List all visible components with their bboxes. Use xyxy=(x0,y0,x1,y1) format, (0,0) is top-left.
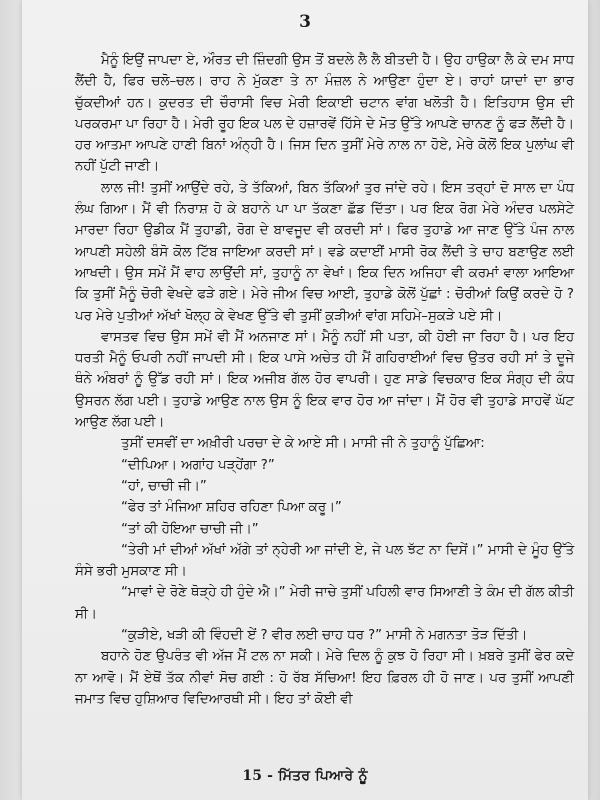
dialog-line-2: “ਹਾਂ, ਚਾਚੀ ਜੀ।” xyxy=(121,478,207,494)
dialog-line-4: “ਤਾਂ ਕੀ ਹੋਇਆ ਚਾਚੀ ਜੀ।” xyxy=(121,521,259,537)
footer-separator: - xyxy=(267,768,279,784)
dialog-line-1: “ਦੀਪਿਆ। ਅਗਾਂਹ ਪੜ੍ਹੇਂਗਾ ?” xyxy=(121,457,275,473)
dialog-line-3: “ਫੇਰ ਤਾਂ ਮੰਜਿਆ ਸ਼ਹਿਰ ਰਹਿਣਾ ਪਿਆ ਕਰੂ।” xyxy=(121,500,342,516)
body-text xyxy=(75,50,574,710)
paragraph-5: “ਤੇਰੀ ਮਾਂ ਦੀਆਂ ਅੱਖਾਂ ਅੱਗੇ ਤਾਂ ਨ੍ਹੇਰੀ ਆ ਜਾਂਦੀ ਏ, ਜੇ ਪਲ ਝੱਟ ਨਾ ਦਿਸੇਂ।” ਮਾਸੀ ਦੇ ਮੂੰਹ ਉੱਤੇ ਸੰਸੇ ਭਰੀ ਮੁਸਕਾਣ ਸੀ। xyxy=(75,542,574,580)
footer-book-title: ਮਿੱਤਰ ਪਿਆਰੇ ਨੂੰ xyxy=(278,768,368,784)
paragraph-8: ਬਹਾਨੇ ਹੋਣ ਉਪਰੰਤ ਵੀ ਅੱਜ ਮੈਂ ਟਲ ਨਾ ਸਕੀ। ਮੇਰੇ ਦਿਲ ਨੂੰ ਕੁਝ ਹੋ ਰਿਹਾ ਸੀ। ਖ਼ਬਰੇ ਤੁਸੀਂ ਫੇਰ ਕਦੇ ਨਾ ਆਵੋ। ਮੈਂ ਏਥੋਂ ਤੱਕ ਨੀਵਾਂ ਸੋਚ ਗਈ : ਹੋ ਰੱਬ ਸੱਚਿਆ! ਇਹ ਫ਼ਿਰਲ ਹੀ ਹੋ ਜਾਣ। ਪਰ ਤੁਸੀਂ ਆਪਣੀ ਜਮਾਤ ਵਿਚ ਹੁਸ਼ਿਆਰ ਵਿਦਿਆਰਥੀ ਸੀ। ਇਹ ਤਾਂ ਕੋਈ ਵੀ xyxy=(75,649,574,707)
paragraph-6: “ਮਾਵਾਂ ਦੇ ਰੋਣੇ ਥੋੜ੍ਹੇ ਹੀ ਹੁੰਦੇ ਐ।” ਮੇਰੀ ਜਾਚੇ ਤੁਸੀਂ ਪਹਿਲੀ ਵਾਰ ਸਿਆਣੀ ਤੇ ਕੰਮ ਦੀ ਗੱਲ ਕੀਤੀ ਸੀ। xyxy=(75,585,574,622)
book-page xyxy=(22,0,588,800)
footer-page-number: 15 xyxy=(242,768,263,784)
paragraph-7: “ਕੁੜੀਏ, ਖੜੀ ਕੀ ਵਿੰਹਦੀ ਏਂ ? ਵੀਰ ਲਈ ਚਾਹ ਧਰ ?” ਮਾਸੀ ਨੇ ਮਗਨਤਾ ਤੋੜ ਦਿੱਤੀ। xyxy=(121,628,528,644)
paragraph-2: ਲਾਲ ਜੀ! ਤੁਸੀਂ ਆਉਂਦੇ ਰਹੇ, ਤੇ ਤੱਕਿਆਂ, ਬਿਨ ਤੱਕਿਆਂ ਤੁਰ ਜਾਂਦੇ ਰਹੇ। ਇਸ ਤਰ੍ਹਾਂ ਦੋ ਸਾਲ ਦਾ ਪੰਧ ਲੰਘ ਗਿਆ। ਮੈਂ ਵੀ ਨਿਰਾਸ਼ ਹੋ ਕੇ ਬਹਾਨੇ ਪਾ ਪਾ ਤੱਕਣਾ ਛੱਡ ਦਿੱਤਾ। ਪਰ ਇਕ ਰੋਗ ਮੇਰੇ ਅੰਦਰ ਪਲਸੇਟੇ ਮਾਰਦਾ ਰਿਹਾ ਉਡੀਕ ਮੈਂ ਤੁਹਾਡੀ, ਰੋਗ ਦੇ ਬਾਵਜੂਦ ਵੀ ਕਰਦੀ ਸਾਂ। ਫਿਰ ਤੁਹਾਡੇ ਆ ਜਾਣ ਉੱਤੇ ਪੰਜ ਨਾਲ ਆਪਣੀ ਸਹੇਲੀ ਬੰਸੋ ਕੋਲ ਟਿੱਬ ਜਾਇਆ ਕਰਦੀ ਸਾਂ। ਵਡੇ ਕਦਾਈਂ ਮਾਸੀ ਰੋਕ ਲੈਂਦੀ ਤੇ ਚਾਹ ਬਣਾਉਣ ਲਈ ਆਖਦੀ। ਉਸ ਸਮੇਂ ਮੈਂ ਵਾਹ ਲਾਉਂਦੀ ਸਾਂ, ਤੁਹਾਨੂੰ ਨਾ ਵੇਖਾਂ। ਇਕ ਦਿਨ ਅਜਿਹਾ ਵੀ ਕਰਮਾਂ ਵਾਲਾ ਆਇਆ ਕਿ ਤੁਸੀਂ ਮੈਨੂੰ ਚੋਰੀ ਵੇਖਦੇ ਫੜੇ ਗਏ। ਮੇਰੇ ਜੀਅ ਵਿਚ ਆਈ, ਤੁਹਾਡੇ ਕੋਲੋਂ ਪੁੱਛਾਂ : ਚੋਰੀਆਂ ਕਿਉਂ ਕਰਦੇ ਹੋ ? ਪਰ ਮੇਰੇ ਪੁਤੀਆਂ ਅੱਖਾਂ ਖੋਲ੍ਹ ਕੇ ਵੇਖਣ ਉੱਤੇ ਵੀ ਤੁਸੀਂ ਕੁੜੀਆਂ ਵਾਂਗ ਸਹਿਮੇ–ਸੁਕੜੇ ਪਏ ਸੀ। xyxy=(75,180,574,324)
paragraph-3: ਵਾਸਤਵ ਵਿਚ ਉਸ ਸਮੇਂ ਵੀ ਮੈਂ ਅਨਜਾਣ ਸਾਂ। ਮੈਨੂੰ ਨਹੀਂ ਸੀ ਪਤਾ, ਕੀ ਹੋਈ ਜਾ ਰਿਹਾ ਹੈ। ਪਰ ਇਹ ਧਰਤੀ ਮੈਨੂੰ ਓਪਰੀ ਨਹੀਂ ਜਾਪਦੀ ਸੀ। ਇਕ ਪਾਸੇ ਅਚੇਤ ਹੀ ਮੈਂ ਗਹਿਰਾਈਆਂ ਵਿਚ ਉਤਰ ਰਹੀ ਸਾਂ ਤੇ ਦੂਜੇ ਥੰਨੇ ਅੰਬਰਾਂ ਨੂੰ ਉੱਡ ਰਹੀ ਸਾਂ। ਇਕ ਅਜੀਬ ਗੱਲ ਹੋਰ ਵਾਪਰੀ। ਹੁਣ ਸਾਡੇ ਵਿਚਕਾਰ ਇਕ ਸੰਗ੍ਹ ਦੀ ਕੰਧ ਉਸਰਨ ਲੱਗ ਪਈ। ਤੁਹਾਡੇ ਆਉਣ ਨਾਲ ਉਸ ਨੂੰ ਇਕ ਵਾਰ ਹੋਰ ਆ ਜਾਂਦਾ। ਮੈਂ ਹੋਰ ਵੀ ਤੁਹਾਡੇ ਸਾਹਵੇਂ ਘੱਟ ਆਉਣ ਲੱਗ ਪਈ। xyxy=(75,329,574,431)
paragraph-4: ਤੁਸੀਂ ਦਸਵੀਂ ਦਾ ਅਖ਼ੀਰੀ ਪਰਚਾ ਦੇ ਕੇ ਆਏ ਸੀ। ਮਾਸੀ ਜੀ ਨੇ ਤੁਹਾਨੂੰ ਪੁੱਛਿਆ: xyxy=(121,436,485,452)
page-number: 3 xyxy=(299,12,311,32)
page-footer xyxy=(22,768,588,784)
paragraph-1: ਮੈਨੂੰ ਇਉਂ ਜਾਪਦਾ ਏ, ਔਰਤ ਦੀ ਜ਼ਿੰਦਗੀ ਉਸ ਤੋਂ ਬਦਲੇ ਲੈ ਲੈ ਬੀਤਦੀ ਹੈ। ਉਹ ਹਾਉਕਾ ਲੈ ਕੇ ਦਮ ਸਾਧ ਲੈਂਦੀ ਹੈ, ਫਿਰ ਚਲੋ–ਚਲ। ਰਾਹ ਨੇ ਮੁੱਕਣਾ ਤੇ ਨਾ ਮੰਜ਼ਲ ਨੇ ਆਉਣਾ ਹੁੰਦਾ ਏ। ਰਾਹਾਂ ਯਾਦਾਂ ਦਾ ਭਾਰ ਚੁੱਕਦੀਆਂ ਹਨ। ਕੁਦਰਤ ਦੀ ਚੌਰਾਸੀ ਵਿਚ ਮੇਰੀ ਇਕਾਈ ਚਟਾਨ ਵਾਂਗ ਖਲੋਤੀ ਹੈ। ਇਤਿਹਾਸ ਉਸ ਦੀ ਪਰਕਰਮਾ ਪਾ ਰਿਹਾ ਹੈ। ਮੇਰੀ ਰੂਹ ਇਕ ਪਲ ਦੇ ਹਜ਼ਾਰਵੇਂ ਹਿੱਸੇ ਦੇ ਮੋਤ ਉੱਤੇ ਆਪਣੇ ਚਾਨਣ ਨੂੰ ਫੜ ਲੈਂਦੀ ਹੈ। ਹਰ ਆਤਮਾ ਆਪਣੇ ਹਾਣੀ ਬਿਨਾਂ ਅੰਨ੍ਹੀ ਹੈ। ਜਿਸ ਦਿਨ ਤੁਸੀਂ ਮੇਰੇ ਨਾਲ ਨਾ ਹੋਏ, ਮੇਰੇ ਕੋਲੋਂ ਇਕ ਪੁਲਾਂਘ ਵੀ ਨਹੀਂ ਪੁੱਟੀ ਜਾਣੀ। xyxy=(75,53,574,175)
